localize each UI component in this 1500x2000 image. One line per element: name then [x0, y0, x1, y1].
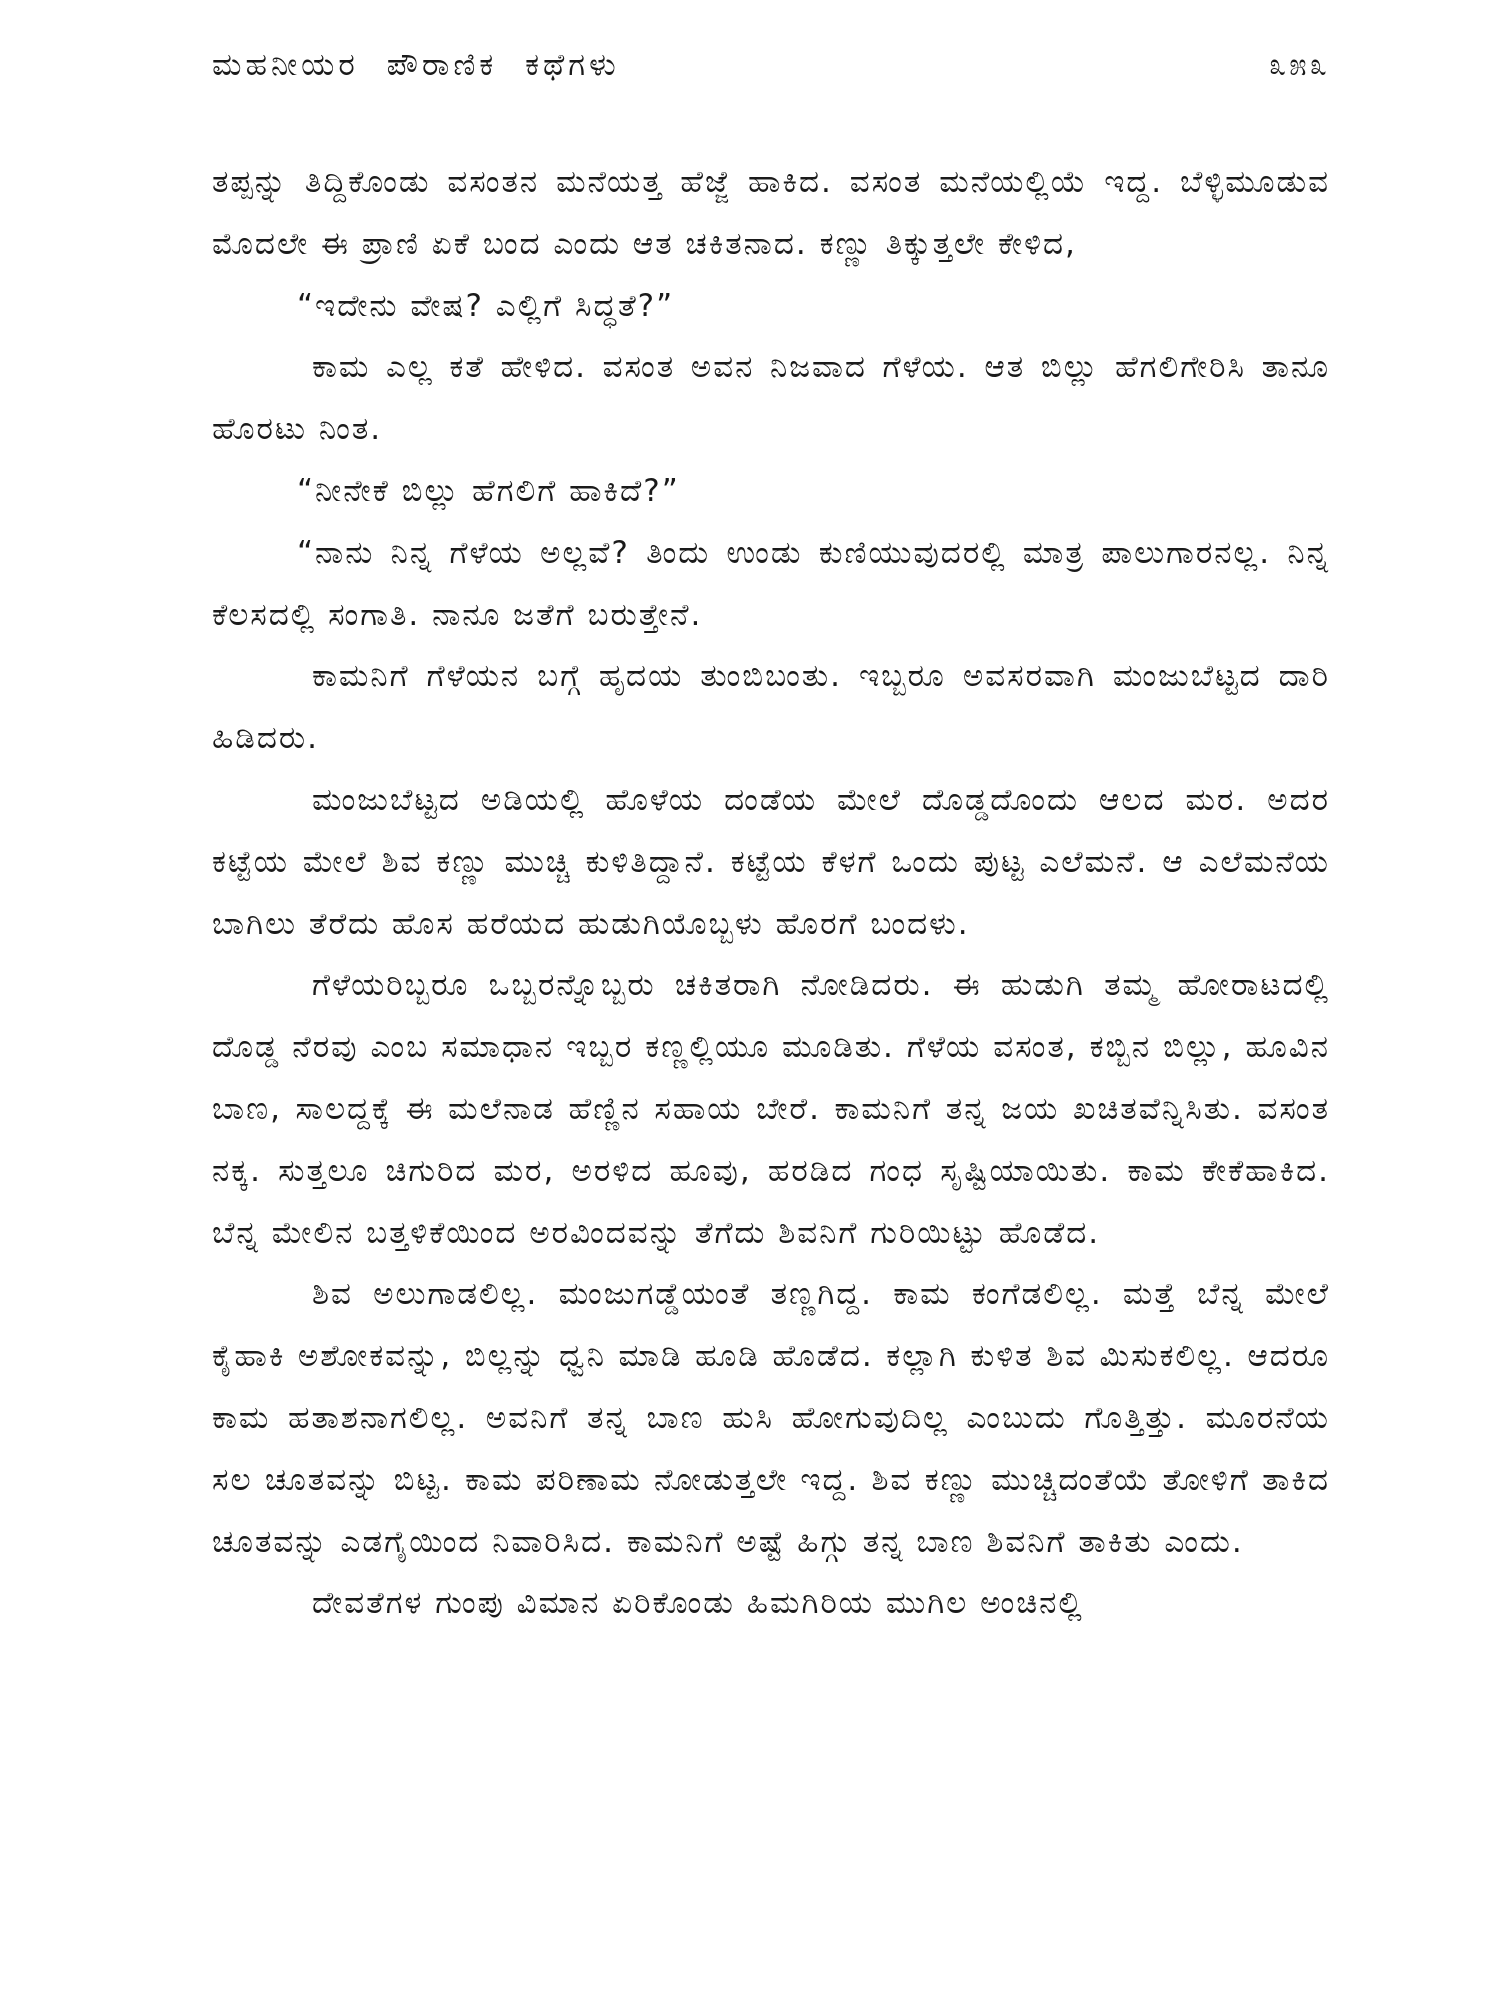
paragraph: ತಪ್ಪನ್ನು ತಿದ್ದಿಕೊಂಡು ವಸಂತನ ಮನೆಯತ್ತ ಹೆಜ್ಜೆ ಹಾಕಿದ. ವಸಂತ ಮನೆಯಲ್ಲಿಯೆ ಇದ್ದ. ಬೆಳ್ಳಿಮೂಡುವ ಮೊದಲೇ ಈ ಪ್ರಾಣಿ ಏಕೆ ಬಂದ ಎಂದು ಆತ ಚಕಿತನಾದ. ಕಣ್ಣು ತಿಕ್ಕುತ್ತಲೇ ಕೇಳಿದ,: [212, 164, 1330, 262]
body-text: [212, 152, 1330, 1635]
paragraph: ಕಾಮನಿಗೆ ಗೆಳೆಯನ ಬಗ್ಗೆ ಹೃದಯ ತುಂಬಿಬಂತು. ಇಬ್ಬರೂ ಅವಸರವಾಗಿ ಮಂಜುಬೆಟ್ಟದ ದಾರಿ ಹಿಡಿದರು.: [212, 658, 1330, 757]
paragraph: “ನಾನು ನಿನ್ನ ಗೆಳೆಯ ಅಲ್ಲವೆ? ತಿಂದು ಉಂಡು ಕುಣಿಯುವುದರಲ್ಲಿ ಮಾತ್ರ ಪಾಲುಗಾರನಲ್ಲ. ನಿನ್ನ ಕೆಲಸದಲ್ಲಿ ಸಂಗಾತಿ. ನಾನೂ ಜತೆಗೆ ಬರುತ್ತೇನೆ.: [212, 534, 1330, 633]
paragraph: “ಇದೇನು ವೇಷ? ಎಲ್ಲಿಗೆ ಸಿದ್ಧತೆ?”: [297, 287, 675, 324]
paragraph: “ನೀನೇಕೆ ಬಿಲ್ಲು ಹೆಗಲಿಗೆ ಹಾಕಿದೆ?”: [297, 472, 680, 509]
paragraph: ಶಿವ ಅಲುಗಾಡಲಿಲ್ಲ. ಮಂಜುಗಡ್ಡೆಯಂತೆ ತಣ್ಣಗಿದ್ದ. ಕಾಮ ಕಂಗೆಡಲಿಲ್ಲ. ಮತ್ತೆ ಬೆನ್ನ ಮೇಲೆ ಕೈಹಾಕಿ ಅಶೋಕವನ್ನು, ಬಿಲ್ಲನ್ನು ಧ್ವನಿ ಮಾಡಿ ಹೂಡಿ ಹೊಡೆದ. ಕಲ್ಲಾಗಿ ಕುಳಿತ ಶಿವ ಮಿಸುಕಲಿಲ್ಲ. ಆದರೂ ಕಾಮ ಹತಾಶನಾಗಲಿಲ್ಲ. ಅವನಿಗೆ ತನ್ನ ಬಾಣ ಹುಸಿ ಹೋಗುವುದಿಲ್ಲ ಎಂಬುದು ಗೊತ್ತಿತ್ತು. ಮೂರನೆಯ ಸಲ ಚೂತವನ್ನು ಬಿಟ್ಟ. ಕಾಮ ಪರಿಣಾಮ ನೋಡುತ್ತಲೇ ಇದ್ದ. ಶಿವ ಕಣ್ಣು ಮುಚ್ಚಿದಂತೆಯೆ ತೋಳಿಗೆ ತಾಕಿದ ಚೂತವನ್ನು ಎಡಗೈಯಿಂದ ನಿವಾರಿಸಿದ. ಕಾಮನಿಗೆ ಅಷ್ಟೆ ಹಿಗ್ಗು ತನ್ನ ಬಾಣ ಶಿವನಿಗೆ ತಾಕಿತು ಎಂದು.: [212, 1276, 1330, 1560]
running-header: [212, 40, 1330, 90]
paragraph: ಗೆಳೆಯರಿಬ್ಬರೂ ಒಬ್ಬರನ್ನೊಬ್ಬರು ಚಕಿತರಾಗಿ ನೋಡಿದರು. ಈ ಹುಡುಗಿ ತಮ್ಮ ಹೋರಾಟದಲ್ಲಿ ದೊಡ್ಡ ನೆರವು ಎಂಬ ಸಮಾಧಾನ ಇಬ್ಬರ ಕಣ್ಣಲ್ಲಿಯೂ ಮೂಡಿತು. ಗೆಳೆಯ ವಸಂತ, ಕಬ್ಬಿನ ಬಿಲ್ಲು, ಹೂವಿನ ಬಾಣ, ಸಾಲದ್ದಕ್ಕೆ ಈ ಮಲೆನಾಡ ಹೆಣ್ಣಿನ ಸಹಾಯ ಬೇರೆ. ಕಾಮನಿಗೆ ತನ್ನ ಜಯ ಖಚಿತವೆನ್ನಿಸಿತು. ವಸಂತ ನಕ್ಕ. ಸುತ್ತಲೂ ಚಿಗುರಿದ ಮರ, ಅರಳಿದ ಹೂವು, ಹರಡಿದ ಗಂಧ ಸೃಷ್ಟಿಯಾಯಿತು. ಕಾಮ ಕೇಕೆಹಾಕಿದ. ಬೆನ್ನ ಮೇಲಿನ ಬತ್ತಳಿಕೆಯಿಂದ ಅರವಿಂದವನ್ನು ತೆಗೆದು ಶಿವನಿಗೆ ಗುರಿಯಿಟ್ಟು ಹೊಡೆದ.: [212, 967, 1330, 1251]
paragraph: ದೇವತೆಗಳ ಗುಂಪು ವಿಮಾನ ಏರಿಕೊಂಡು ಹಿಮಗಿರಿಯ ಮುಗಿಲ ಅಂಚಿನಲ್ಲಿ: [312, 1585, 1084, 1622]
book-page: [212, 40, 1330, 1980]
paragraph: ಕಾಮ ಎಲ್ಲ ಕತೆ ಹೇಳಿದ. ವಸಂತ ಅವನ ನಿಜವಾದ ಗೆಳೆಯ. ಆತ ಬಿಲ್ಲು ಹೆಗಲಿಗೇರಿಸಿ ತಾನೂ ಹೊರಟು ನಿಂತ.: [212, 349, 1330, 448]
page-number: ೩೫೩: [1268, 47, 1330, 83]
paragraph: ಮಂಜುಬೆಟ್ಟದ ಅಡಿಯಲ್ಲಿ ಹೊಳೆಯ ದಂಡೆಯ ಮೇಲೆ ದೊಡ್ಡದೊಂದು ಆಲದ ಮರ. ಅದರ ಕಟ್ಟೆಯ ಮೇಲೆ ಶಿವ ಕಣ್ಣು ಮುಚ್ಚಿ ಕುಳಿತಿದ್ದಾನೆ. ಕಟ್ಟೆಯ ಕೆಳಗೆ ಒಂದು ಪುಟ್ಟ ಎಲೆಮನೆ. ಆ ಎಲೆಮನೆಯ ಬಾಗಿಲು ತೆರೆದು ಹೊಸ ಹರೆಯದ ಹುಡುಗಿಯೊಬ್ಬಳು ಹೊರಗೆ ಬಂದಳು.: [212, 781, 1330, 942]
book-title: ಮಹನೀಯರ ಪೌರಾಣಿಕ ಕಥೆಗಳು: [212, 47, 620, 83]
